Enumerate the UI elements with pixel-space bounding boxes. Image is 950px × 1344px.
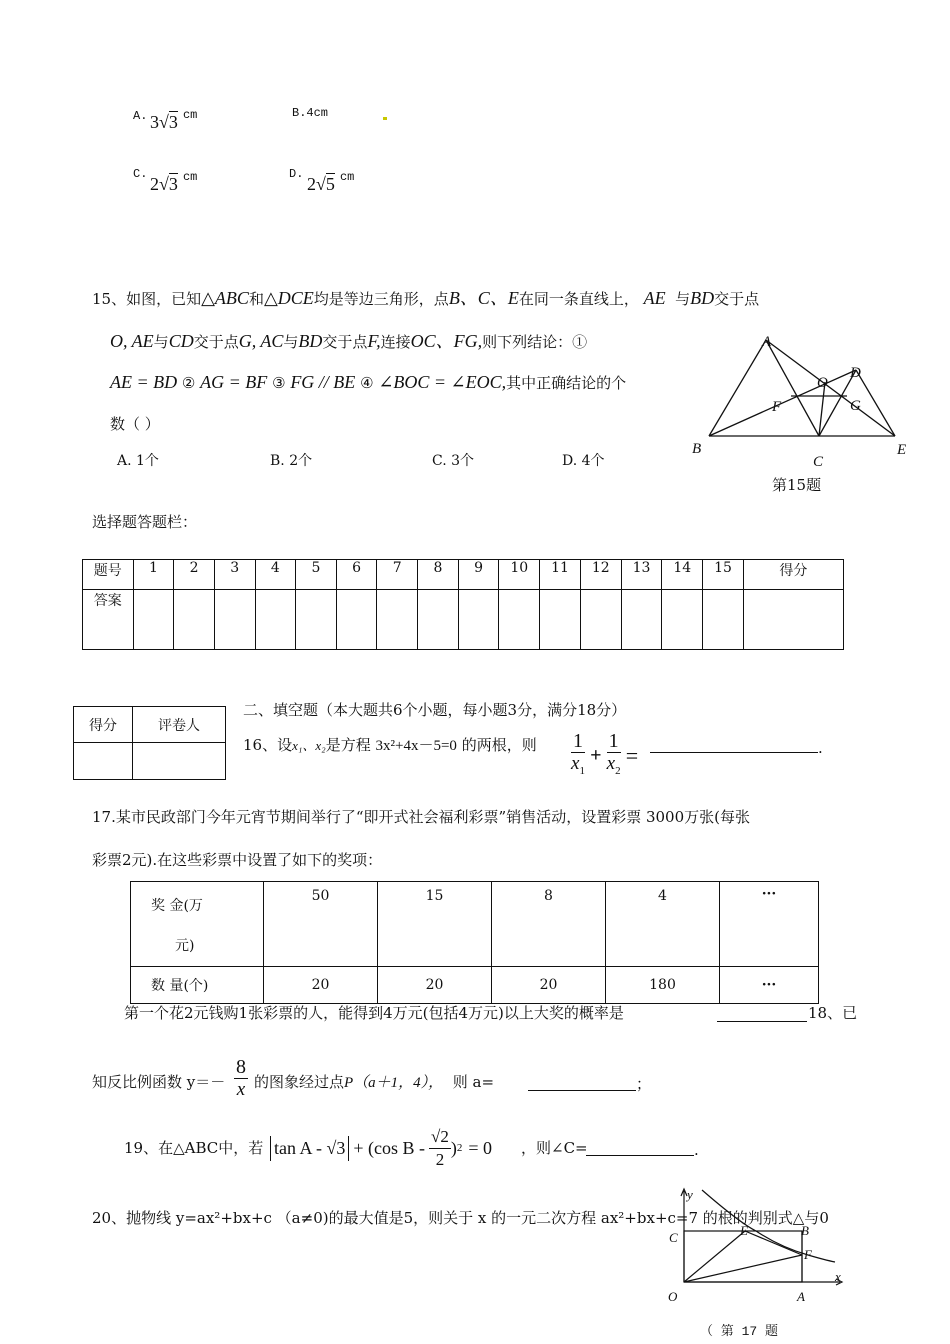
fraction-1-over-x1 [571,730,585,782]
q18-start: 18、已 [808,1004,858,1022]
answer-cell[interactable] [703,590,744,650]
point-p: P（a＋1，4）， [344,1075,444,1091]
answer-table [82,559,844,650]
segment-bd [709,370,856,436]
question-number: 6 [336,560,377,590]
cos-term: + (cos B - [353,1137,426,1158]
q15-line4: 数（ ） [110,415,160,433]
numerator: 1 [608,730,619,752]
prize-value: 4 [606,882,720,967]
equals-sign: = [625,742,639,768]
q15-line2 [110,331,587,352]
question-number: 9 [458,560,499,590]
q15-num: ④ [360,374,374,392]
question-number: 10 [499,560,540,590]
triangle-dce: △DCE [263,288,314,308]
q19-expression [270,1128,492,1168]
point-o: O, AE [110,331,154,351]
equals-zero: = 0 [468,1137,493,1158]
q18-answer-blank[interactable] [528,1090,636,1091]
q19-tail: ，则∠C= [521,1139,588,1157]
denominator: 2 [435,1149,445,1169]
q15-num: ③ [272,374,286,392]
q15-option-b: B. 2个 [270,453,313,469]
q16-text: 是方程 [325,736,371,754]
q20-text: 20、抛物线 y=ax²+bx+c （a≠0)的最大值是5，则关于 x 的一元二次方程 ax²+bx+c=7 的根的判别式△与0 [92,1209,829,1227]
answer-cell[interactable] [296,590,337,650]
radical-coefficient: 2 [307,174,316,194]
q18-rest [254,1072,494,1093]
label-c: C [669,1230,678,1245]
q17-figure-caption: （ 第 17 题 [700,1324,779,1339]
grader-input-cell[interactable] [133,743,226,780]
conclusion-4: ∠BOC = ∠EOC, [378,372,507,392]
q15-and: 和 [248,290,264,308]
label-e: E [897,442,907,458]
answer-table-title: 选择题答题栏： [92,513,198,531]
question-number: 2 [174,560,215,590]
answer-cell[interactable] [336,590,377,650]
section2-score-box [73,706,226,780]
q15-line1 [92,288,759,309]
question-number: 1 [133,560,174,590]
question-number: 11 [540,560,581,590]
count-ellipsis: ··· [720,967,819,1004]
q14-option-d-value [307,170,355,195]
q17-question: 第一个花2元钱购1张彩票的人，能得到4万元(包括4万元)以上大奖的概率是 [124,1004,624,1022]
q18-text: 则 a= [452,1073,495,1091]
count-head: 数 量(个) [131,967,264,1004]
q14-option-c-value [150,170,198,195]
denominator-x: x [606,753,616,774]
unit: cm [339,170,355,184]
q15-option-d: D. 4个 [562,453,605,469]
roots-symbols: x₁、x₂ [292,738,326,753]
score-cell[interactable] [743,590,843,650]
segments-oc-fg: OC、FG, [410,331,483,351]
answer-cell[interactable] [580,590,621,650]
q15-text: 与 [283,333,299,351]
q19-end: . [694,1141,699,1159]
q15-text: 其中正确结论的个 [506,374,627,392]
question-number: 12 [580,560,621,590]
sqrt-sign: √ [159,174,169,194]
score-label: 得分 [74,707,133,743]
point-f: F, [367,331,381,351]
segment-ba [709,340,766,436]
triangle-abc: △ABC [201,288,249,308]
q16-text: 的两根，则 [461,736,537,754]
segment-bd: BD [690,288,715,308]
option-a-label: A. [133,109,148,123]
label-f: F [772,399,782,415]
q15-text: 连接 [380,333,411,351]
answer-cell[interactable] [418,590,459,650]
option-b-text: 4cm [306,106,329,120]
absolute-value-term: tan A - √3 [270,1136,349,1161]
label-f: F [804,1247,812,1262]
denominator-x: x [571,753,580,774]
answer-cell[interactable] [499,590,540,650]
answer-cell[interactable] [255,590,296,650]
radical-coefficient: 2 [150,174,159,194]
label-g: G [850,398,861,414]
exponent: 2 [456,1142,463,1154]
rectangle-oabc [684,1231,802,1282]
q16-expression [571,730,638,782]
q16-answer-blank[interactable] [650,752,818,753]
option-d-label: D. [289,167,304,181]
segment-oe [684,1231,745,1282]
unit: cm [182,170,198,184]
row-head-answer: 答案 [83,590,134,650]
label-a: A [797,1289,805,1304]
segment-ae: AE [643,288,666,308]
question-number: 13 [621,560,662,590]
numerator: √2 [429,1126,451,1149]
plus-sign: + [590,744,602,767]
q17-prize-table [130,881,819,1004]
q15-text: 与 [675,290,691,308]
segment-bd: BD [298,331,323,351]
label-b: B [692,441,702,457]
count-value: 180 [606,967,720,1004]
grader-label: 评卷人 [133,707,226,743]
q16-equation: 3x²+4x－5=0 [375,738,457,754]
answer-cell[interactable] [540,590,581,650]
answer-cell[interactable] [174,590,215,650]
q18-fraction [234,1056,248,1101]
close-paren: ) [450,1137,457,1158]
answer-cell[interactable] [458,590,499,650]
points-bce: B、C、E [448,288,519,308]
label-d: D [850,365,861,381]
radicand: 3 [168,174,178,194]
q16-prefix: 16、设 [243,736,293,754]
row-head-number: 题号 [83,560,134,590]
q17-figure [660,1185,850,1310]
option-b-label: B. [292,106,307,120]
q14-option-c [133,167,147,181]
count-value: 20 [378,967,492,1004]
answer-cell[interactable] [377,590,418,650]
question-number: 8 [418,560,459,590]
q15-text: 在同一条直线上， [518,290,639,308]
question-number: 14 [662,560,703,590]
radical-coefficient: 3 [150,112,159,132]
q19-answer-blank[interactable] [586,1155,694,1156]
segment-of [684,1255,802,1282]
numerator: 8 [236,1056,246,1078]
q18-prefix: 知反比例函数 y＝－ [92,1073,226,1091]
q15-text: 交于点 [322,333,368,351]
fraction-1-over-x2 [607,730,621,782]
count-value: 20 [264,967,378,1004]
label-c: C [813,454,824,470]
answer-cell[interactable] [133,590,174,650]
label-o: O [668,1289,678,1304]
q15-text: 则下列结论：① [482,333,588,351]
segment-ef [745,1231,802,1255]
segment-ac [766,340,819,436]
q19-prefix: 19、在△ABC中，若 [124,1139,264,1157]
conclusion-2: AG = BF [200,372,268,392]
q15-option-a: A. 1个 [117,453,159,469]
conclusion-3: FG // BE [290,372,356,392]
prize-head [131,882,264,967]
answer-cell[interactable] [621,590,662,650]
label-a: A [762,334,772,350]
highlight-mark [383,117,387,120]
subscript: 2 [615,764,621,777]
prize-value: 50 [264,882,378,967]
q16-end: . [818,739,823,757]
option-c-label: C. [133,167,148,181]
q14-option-a-value [150,108,198,133]
denominator: x [236,1079,246,1100]
label-y: y [687,1187,693,1202]
radicand: 3 [168,112,178,132]
q15-figure [680,330,920,470]
q14-option-d [289,167,303,181]
question-number: 5 [296,560,337,590]
conclusion-1: AE = BD [110,372,178,392]
subscript: 1 [579,764,585,777]
segment-cd: CD [168,331,194,351]
question-number: 4 [255,560,296,590]
question-number: 15 [703,560,744,590]
question-number: 3 [214,560,255,590]
radicand: 5 [325,174,335,194]
unit: cm [182,108,198,122]
prize-value: 15 [378,882,492,967]
prize-ellipsis: ··· [720,882,819,967]
q18-text: 的图象经过点 [254,1073,345,1091]
q15-text: 交于点 [714,290,760,308]
score-head: 得分 [743,560,843,590]
label-x: x [835,1269,841,1284]
q17-answer-blank[interactable] [717,1021,807,1022]
section2-heading: 二、填空题（本大题共6个小题，每小题3分，满分18分） [243,701,627,719]
hyperbola-curve [702,1190,835,1262]
q15-text: 与 [153,333,169,351]
sqrt-sign: √ [316,174,326,194]
label-e: E [740,1223,748,1238]
sqrt-sign: √ [159,112,169,132]
q16-line [243,735,537,756]
q15-option-c: C. 3个 [432,453,475,469]
question-number: 7 [377,560,418,590]
q18-end: ； [636,1075,652,1093]
q15-num: ② [181,374,196,392]
answer-cell[interactable] [214,590,255,650]
numerator: 1 [573,730,583,752]
segment-de [856,370,895,436]
q15-prefix: 15、如图，已知 [92,290,202,308]
prize-head-line1: 奖 金(万 [151,898,203,914]
q15-text: 均是等边三角形，点 [313,290,449,308]
q15-text: 交于点 [193,333,239,351]
q15-figure-caption: 第15题 [772,476,822,494]
q14-option-a [133,104,147,126]
label-b: B [801,1223,809,1238]
q14-option-b [292,106,328,120]
prize-value: 8 [492,882,606,967]
prize-head-line2: 元) [175,938,195,954]
segment-ae [766,340,895,436]
score-input-cell[interactable] [74,743,133,780]
q15-line3 [110,372,626,393]
answer-cell[interactable] [662,590,703,650]
q17-line1: 17.某市民政部门今年元宵节期间举行了“即开式社会福利彩票”销售活动，设置彩票 3000万张(每张 [92,808,750,826]
count-value: 20 [492,967,606,1004]
q17-line2: 彩票2元).在这些彩票中设置了如下的奖项： [92,851,383,869]
label-o: O [817,375,828,391]
point-g: G, AC [238,331,284,351]
